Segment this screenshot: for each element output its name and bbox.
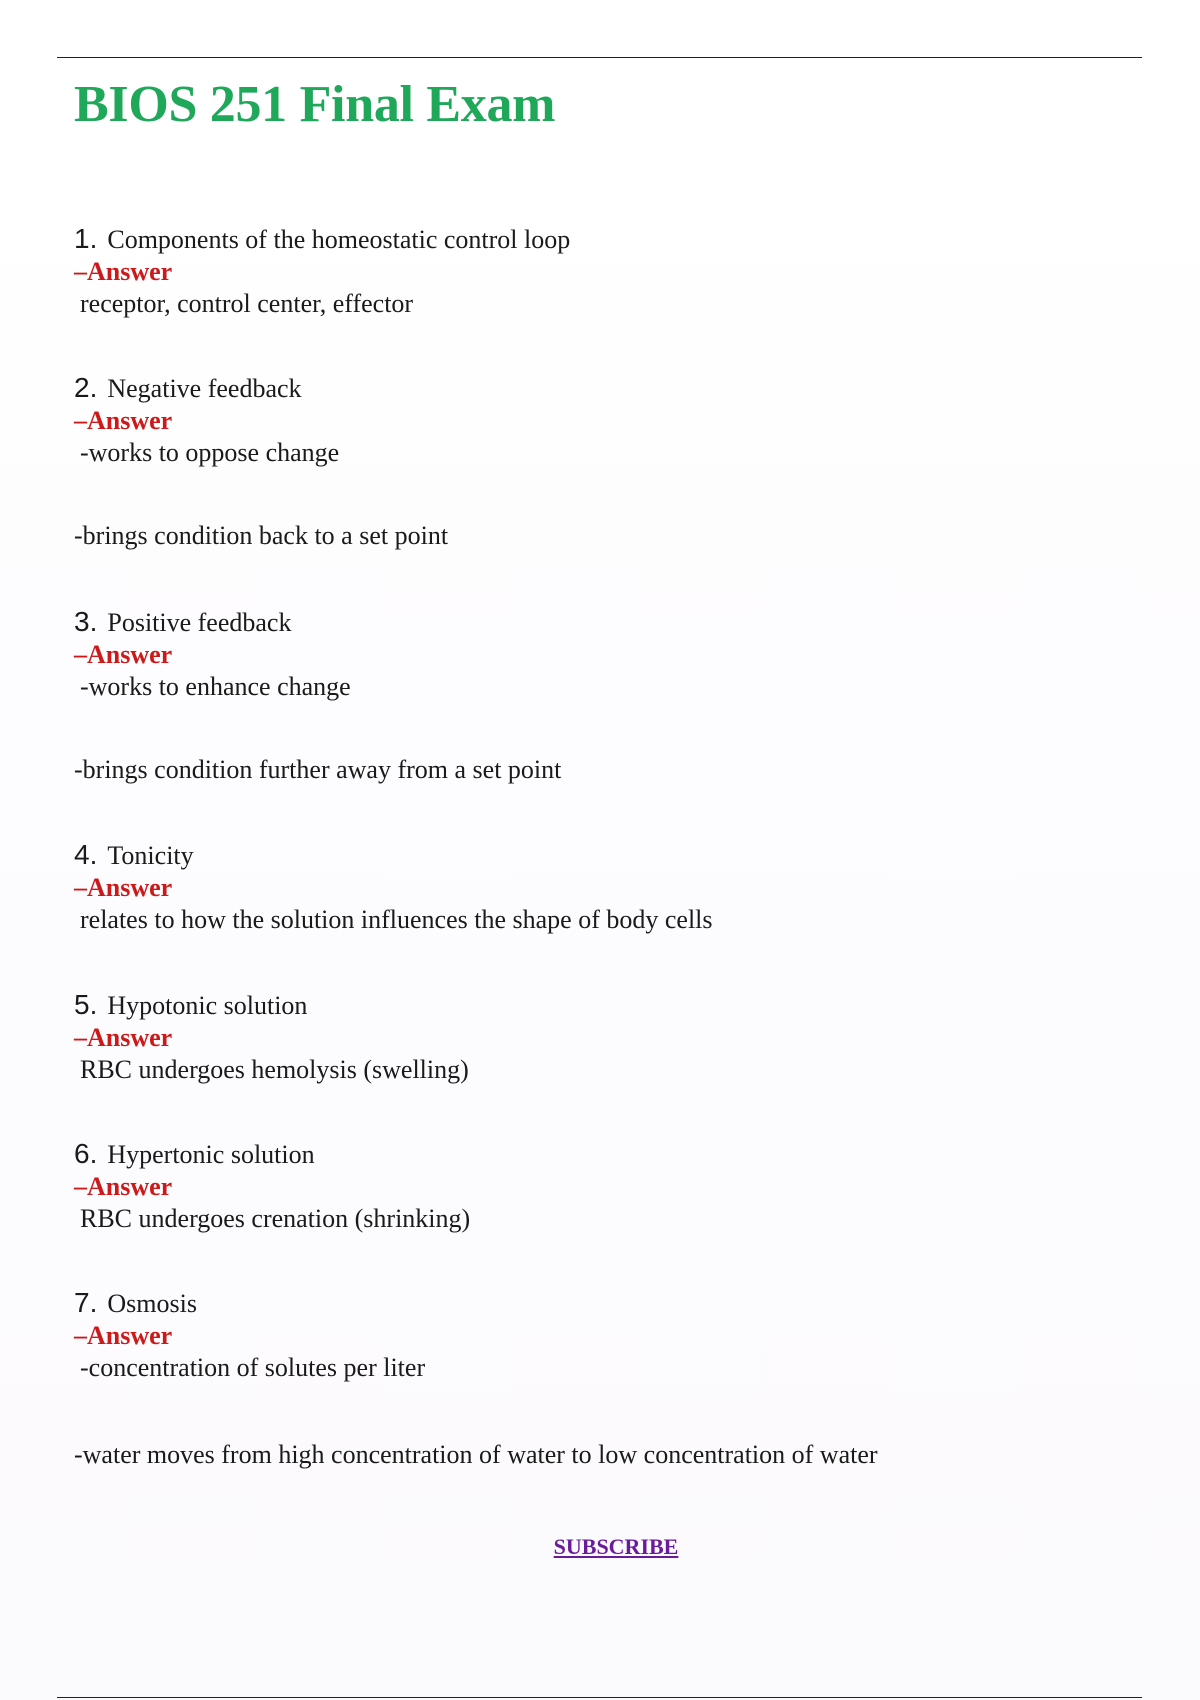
question-text: Osmosis (107, 1289, 197, 1318)
top-divider (57, 57, 1142, 58)
answer-label: –Answer (74, 257, 173, 286)
answer-label: –Answer (74, 1023, 173, 1052)
question-block-5 (74, 988, 1124, 1086)
question-line (74, 605, 1124, 639)
question-line (74, 838, 1124, 872)
question-line (74, 371, 1124, 405)
question-number: 6. (74, 1138, 98, 1169)
question-line (74, 988, 1124, 1022)
question-number: 3. (74, 606, 98, 637)
question-line (74, 222, 1124, 256)
answer-extra-line: -brings condition further away from a set point (74, 755, 562, 784)
question-number: 4. (74, 839, 98, 870)
answer-text: -works to enhance change (80, 672, 351, 701)
document-title: BIOS 251 Final Exam (74, 76, 556, 133)
answer-text: receptor, control center, effector (80, 289, 414, 318)
question-block-1 (74, 222, 1124, 320)
question-block-2 (74, 371, 1124, 469)
answer-label: –Answer (74, 640, 173, 669)
answer-text: RBC undergoes hemolysis (swelling) (80, 1055, 469, 1084)
question-text: Positive feedback (107, 608, 292, 637)
question-text: Tonicity (107, 841, 194, 870)
answer-text: -concentration of solutes per liter (80, 1353, 426, 1382)
answer-label: –Answer (74, 1172, 173, 1201)
answer-text: RBC undergoes crenation (shrinking) (80, 1204, 471, 1233)
question-number: 7. (74, 1287, 98, 1318)
answer-label: –Answer (74, 1321, 173, 1350)
question-line (74, 1286, 1124, 1320)
question-text: Components of the homeostatic control loop (107, 225, 571, 254)
answer-text: -works to oppose change (80, 438, 340, 467)
question-block-4 (74, 838, 1124, 936)
question-number: 2. (74, 372, 98, 403)
question-block-6 (74, 1137, 1124, 1235)
subscribe-link[interactable]: SUBSCRIBE (553, 1534, 679, 1559)
question-number: 1. (74, 223, 98, 254)
answer-extra-line: -water moves from high concentration of water to low concentration of water (74, 1440, 878, 1469)
question-text: Negative feedback (107, 374, 302, 403)
answer-label: –Answer (74, 873, 173, 902)
question-text: Hypertonic solution (107, 1140, 315, 1169)
question-text: Hypotonic solution (107, 991, 308, 1020)
answer-extra-line: -brings condition back to a set point (74, 521, 449, 550)
question-block-7 (74, 1286, 1124, 1384)
answer-label: –Answer (74, 406, 173, 435)
answer-text: relates to how the solution influences the shape of body cells (80, 905, 713, 934)
question-number: 5. (74, 989, 98, 1020)
question-line (74, 1137, 1124, 1171)
bottom-divider (57, 1697, 1142, 1698)
question-block-3 (74, 605, 1124, 703)
